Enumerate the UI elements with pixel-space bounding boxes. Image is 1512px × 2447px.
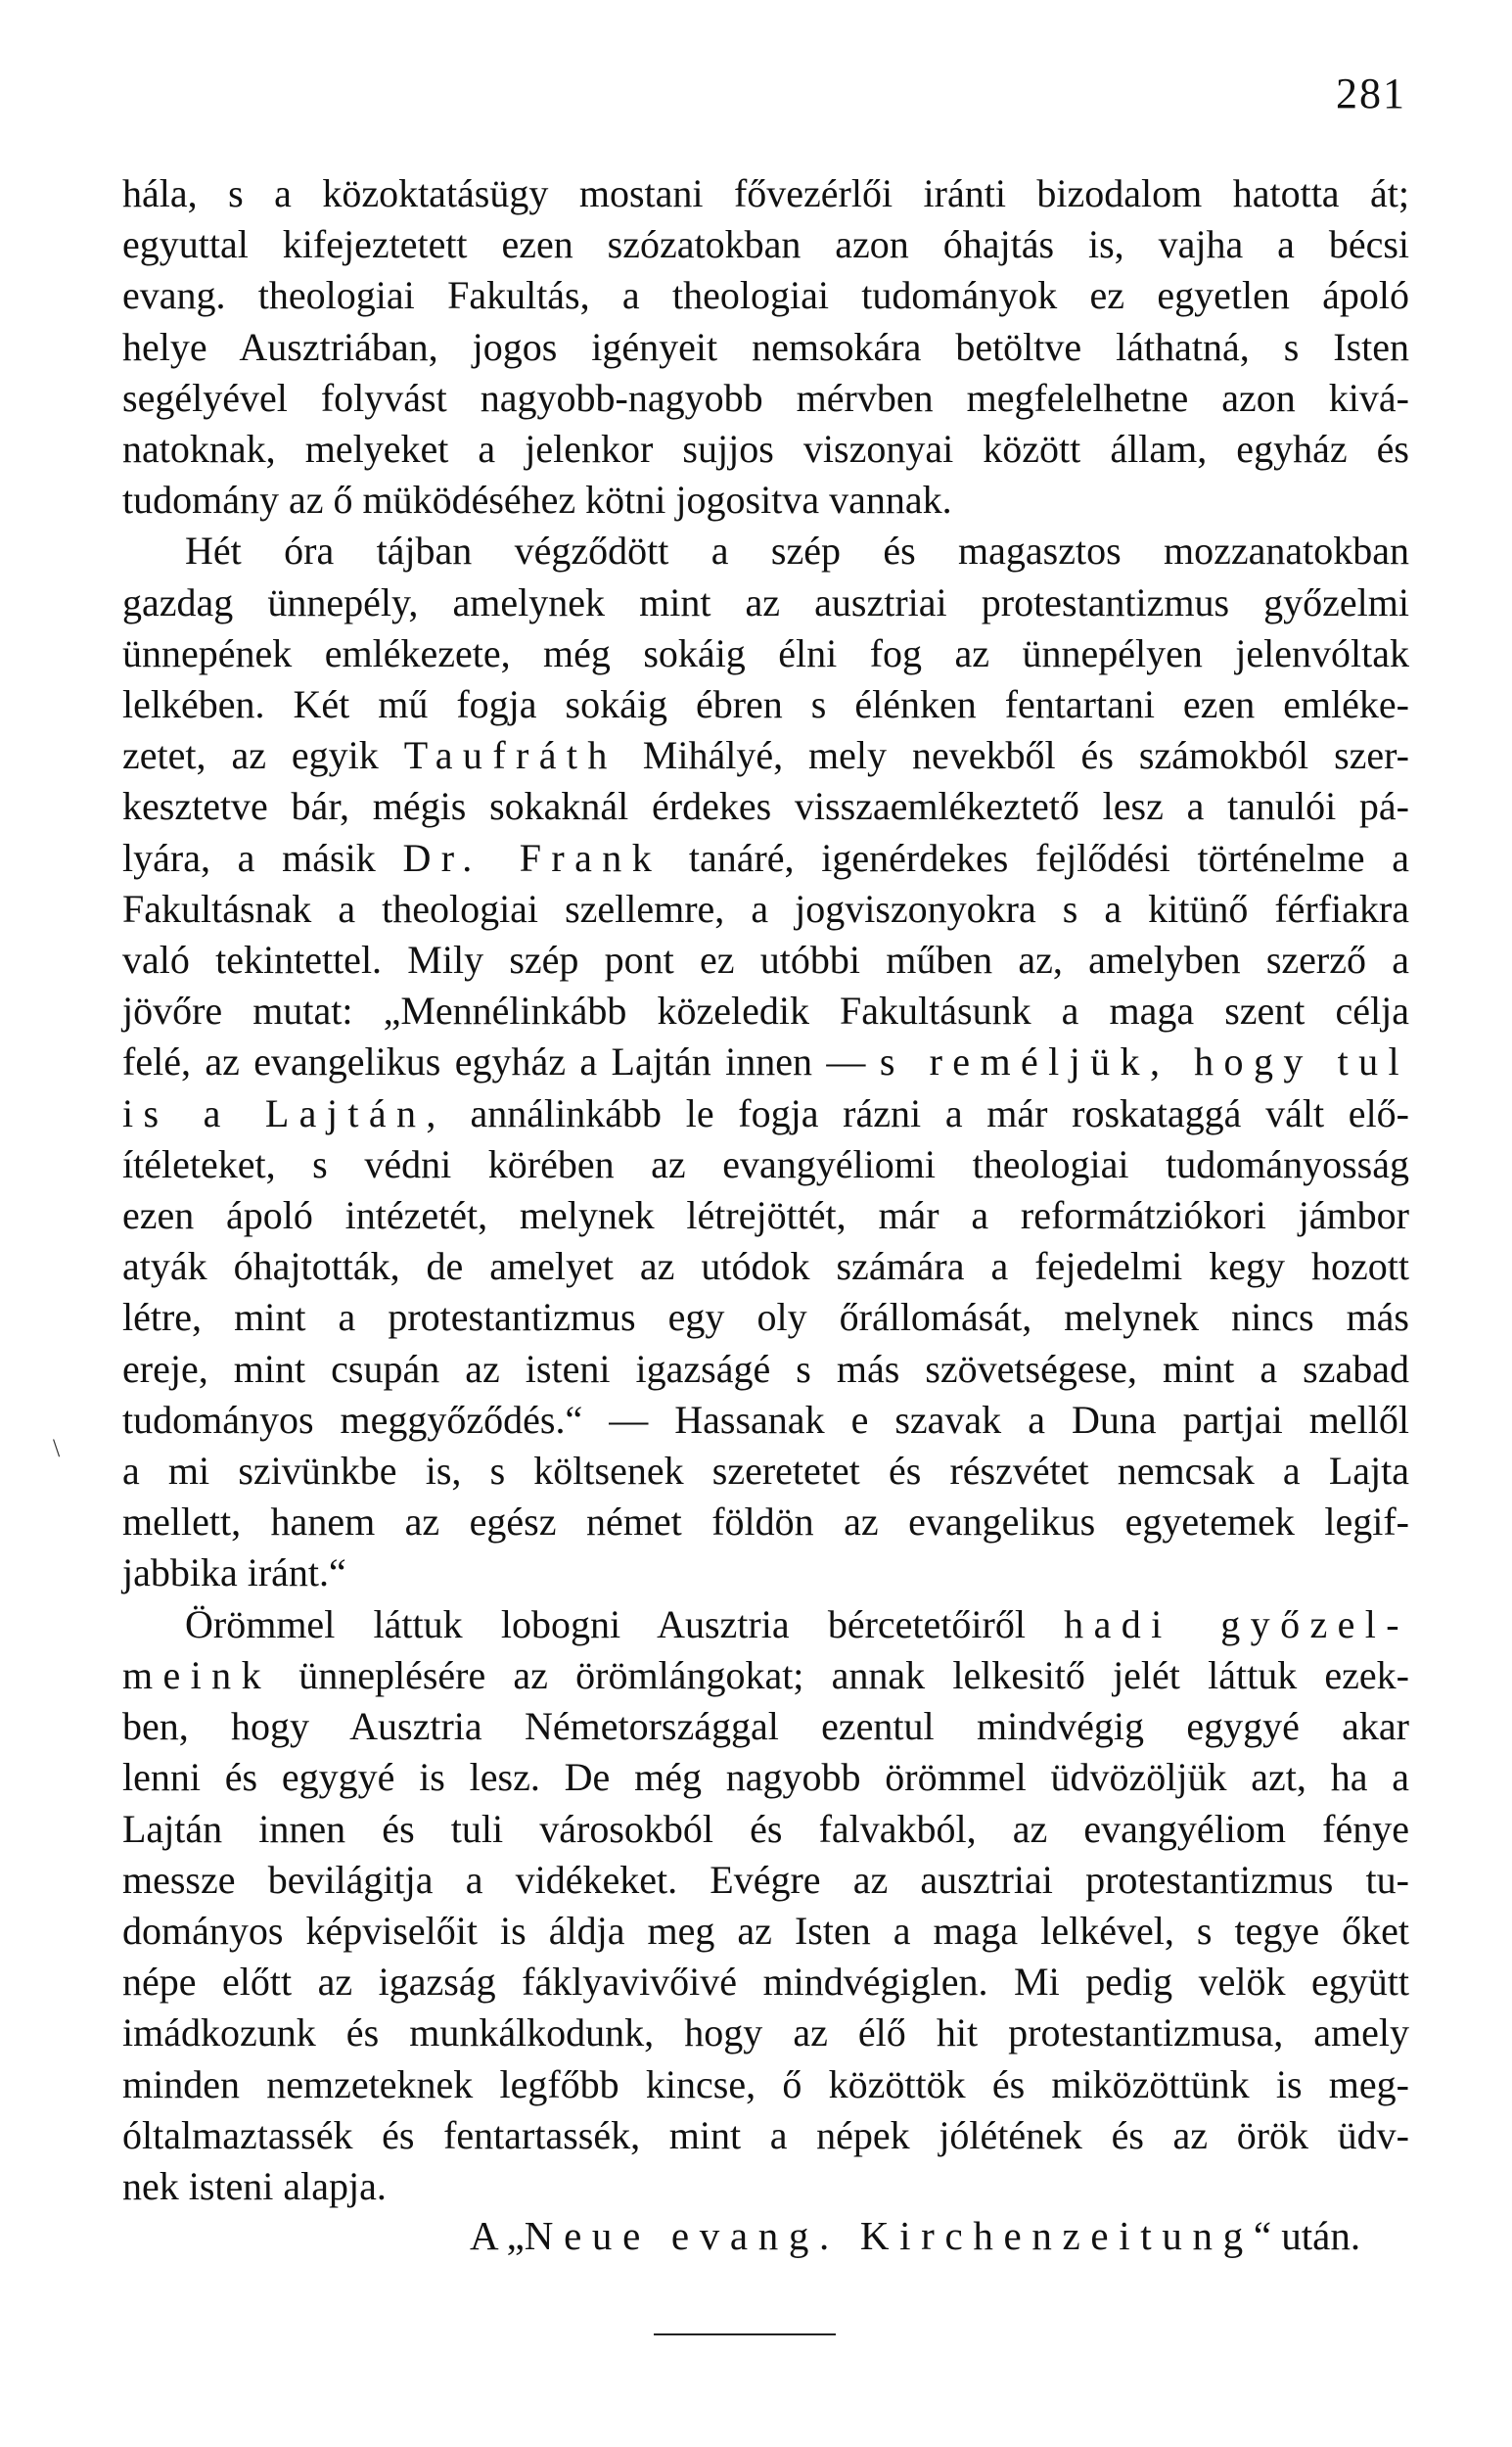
attribution-source-title: Neue evang. Kirchenzeitung bbox=[524, 2213, 1254, 2258]
page-number: 281 bbox=[1336, 69, 1406, 117]
text-line: lenni és egygyé is lesz. De még nagyobb örömmel üdvözöljük azt, ha a bbox=[122, 1755, 1409, 1800]
text-line: natoknak, melyeket a jelenkor sujjos viszonyai között állam, egyház és bbox=[122, 427, 1409, 472]
text-segment: Örömmel láttuk lobogni Ausztria bércetetőiről bbox=[185, 1601, 1026, 1646]
text-line: ben, hogy Ausztria Németországgal ezentul mindvégig egygyé akar bbox=[122, 1704, 1409, 1749]
text-line bbox=[122, 1088, 1409, 1139]
text-line: tudomány az ő müködéséhez kötni jogositva vannak. bbox=[122, 478, 952, 523]
text-line bbox=[122, 1650, 1409, 1701]
text-line: ezen ápoló intézetét, melynek létrejöttét, már a reformátziókori jámbor bbox=[122, 1193, 1409, 1238]
text-line: nek isteni alapja. bbox=[122, 2163, 387, 2208]
text-segment: zetet, az egyik bbox=[122, 733, 379, 778]
body-text bbox=[122, 168, 1409, 2212]
text-line: hála, s a közoktatásügy mostani fővezérlői iránti bizodalom hatotta át; bbox=[122, 171, 1409, 215]
text-segment: annálinkább le fogja rázni a már roskataggá vált elő- bbox=[470, 1090, 1409, 1135]
closing-rule bbox=[654, 2333, 836, 2335]
spaced-phrase: meink bbox=[122, 1652, 271, 1697]
text-segment: felé, az evangelikus egyház a Lajtán innen — bbox=[122, 1039, 866, 1085]
text-line: való tekintettel. Mily szép pont ez utóbbi műben az, amelyben szerző a bbox=[122, 938, 1409, 983]
text-line: segélyével folyvást nagyobb-nagyobb mérvben megfelelhetne azon kivá- bbox=[122, 375, 1409, 420]
text-line: a mi szivünkbe is, s költsenek szeretetet és részvétet nemcsak a Lajta bbox=[122, 1449, 1409, 1494]
spaced-name-dr-frank: Dr. Frank bbox=[402, 835, 663, 880]
spaced-phrase: is a Lajtán, bbox=[122, 1090, 446, 1135]
text-line: atyák óhajtották, de amelyet az utódok számára a fejedelmi kegy hozott bbox=[122, 1244, 1409, 1289]
text-line: ereje, mint csupán az isteni igazságé s más szövetségese, mint a szabad bbox=[122, 1346, 1409, 1391]
text-line bbox=[122, 833, 1409, 884]
text-line: minden nemzeteknek legfőbb kincse, ő közöttök és miközöttünk is meg- bbox=[122, 2061, 1409, 2106]
text-line bbox=[122, 1037, 1409, 1087]
text-segment: Mihályé, mely nevekből és számokból szer- bbox=[642, 733, 1409, 778]
text-line: evang. theologiai Fakultás, a theologiai tudományok ez egyetlen ápoló bbox=[122, 273, 1409, 318]
text-line: ítéleteket, s védni körében az evangyéliomi theologiai tudományosság bbox=[122, 1141, 1409, 1186]
text-line: ünnepének emlékezete, még sokáig élni fog az ünnepélyen jelenvóltak bbox=[122, 630, 1409, 675]
stray-margin-mark: \ bbox=[53, 1434, 61, 1462]
text-line: mellett, hanem az egész német földön az evangelikus egyetemek legif- bbox=[122, 1500, 1409, 1545]
text-line: gazdag ünnepély, amelynek mint az ausztriai protestantizmus győzelmi bbox=[122, 579, 1409, 624]
text-line: Fakultásnak a theologiai szellemre, a jogviszonyokra s a kitünő férfiakra bbox=[122, 886, 1409, 931]
text-line: imádkozunk és munkálkodunk, hogy az élő hit protestantizmusa, amely bbox=[122, 2010, 1409, 2055]
text-line: tudományos meggyőződés.“ — Hassanak e szavak a Duna partjai mellől bbox=[122, 1397, 1409, 1442]
spaced-phrase: hadi győzel- bbox=[1064, 1601, 1410, 1646]
text-line: népe előtt az igazság fáklyavivőivé mindvégiglen. Mi pedig velök együtt bbox=[122, 1960, 1409, 2005]
text-segment: ünneplésére az örömlángokat; annak lelkesitő jelét láttuk ezek- bbox=[298, 1652, 1410, 1697]
text-line bbox=[122, 730, 1409, 781]
spaced-phrase: s reméljük, hogy tul bbox=[879, 1039, 1409, 1085]
paragraph-start-line bbox=[122, 1599, 1409, 1650]
attribution-prefix: A „ bbox=[470, 2213, 525, 2258]
text-line: jabbika iránt.“ bbox=[122, 1550, 346, 1595]
text-segment: tanáré, igenérdekes fejlődési történelme a bbox=[688, 835, 1410, 880]
text-line: jövőre mutat: „Mennélinkább közeledik Fakultásunk a maga szent célja bbox=[122, 989, 1409, 1034]
text-line: messze bevilágitja a vidékeket. Evégre az ausztriai protestantizmus tu- bbox=[122, 1857, 1409, 1902]
text-line: óltalmaztassék és fentartassék, mint a népek jólétének és az örök üdv- bbox=[122, 2112, 1409, 2157]
text-segment: lyára, a másik bbox=[122, 835, 376, 880]
text-line: dományos képviselőit is áldja meg az Isten a maga lelkével, s tegye őket bbox=[122, 1908, 1409, 1953]
text-line: létre, mint a protestantizmus egy oly őrállomását, melynek nincs más bbox=[122, 1295, 1409, 1340]
attribution-suffix: “ után. bbox=[1253, 2213, 1361, 2258]
text-line: kesztetve bár, mégis sokaknál érdekes visszaemlékeztető lesz a tanulói pá- bbox=[122, 784, 1409, 829]
text-line: lelkében. Két mű fogja sokáig ébren s élénken fentartani ezen emléke- bbox=[122, 682, 1409, 727]
source-attribution bbox=[470, 2212, 1360, 2259]
spaced-name-taufrath: Taufráth bbox=[403, 733, 618, 778]
paragraph-start-line: Hét óra tájban végződött a szép és magasztos mozzanatokban bbox=[185, 529, 1409, 574]
text-line: helye Ausztriában, jogos igényeit nemsokára betöltve láthatná, s Isten bbox=[122, 324, 1409, 369]
text-line: egyuttal kifejeztetett ezen szózatokban azon óhajtás is, vajha a bécsi bbox=[122, 222, 1409, 267]
text-line: Lajtán innen és tuli városokból és falvakból, az evangyéliom fénye bbox=[122, 1806, 1409, 1851]
